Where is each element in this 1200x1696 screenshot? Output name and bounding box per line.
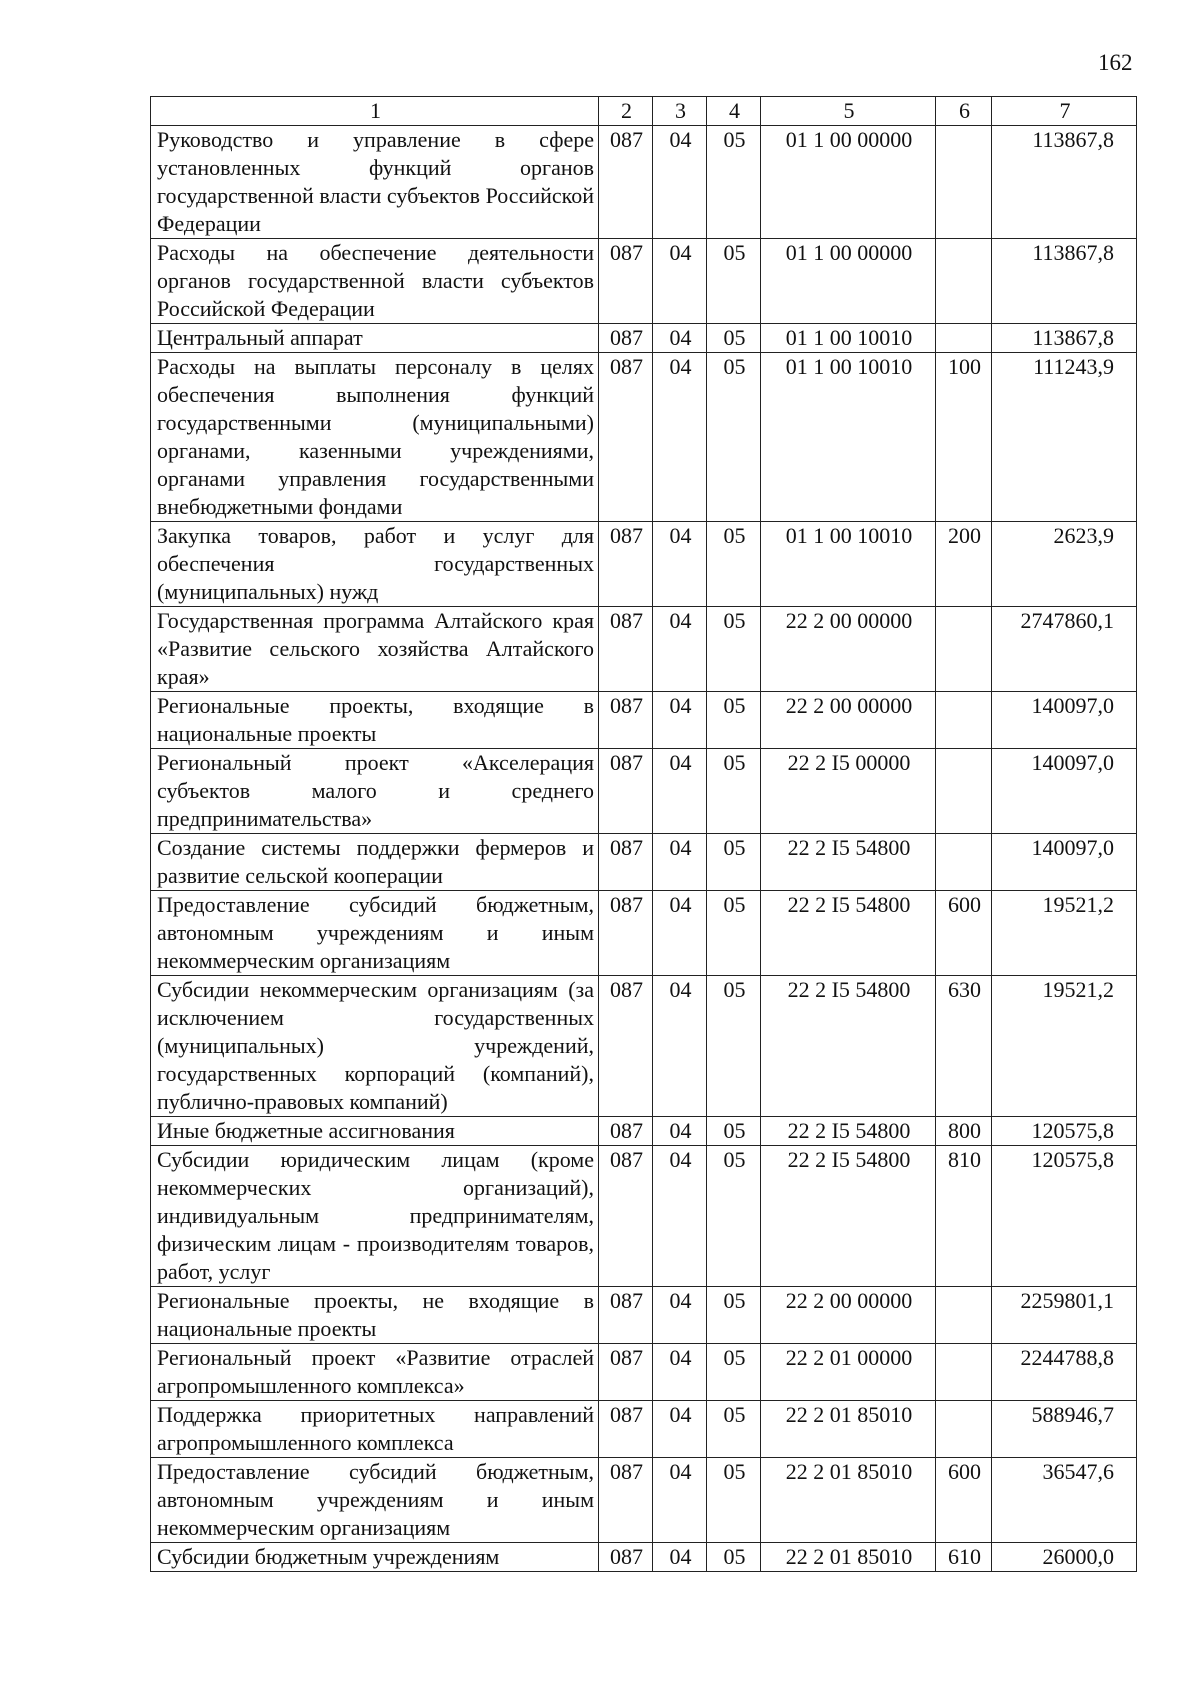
expense-type-code [936, 126, 992, 239]
ved-code: 087 [599, 239, 653, 324]
expense-type-code: 800 [936, 1117, 992, 1146]
table-row [151, 1401, 1137, 1458]
column-header: 1 [151, 97, 599, 126]
expense-type-code [936, 239, 992, 324]
subsection-code: 05 [707, 1146, 761, 1287]
column-header: 4 [707, 97, 761, 126]
amount: 113867,8 [992, 126, 1137, 239]
subsection-code: 05 [707, 353, 761, 522]
amount: 140097,0 [992, 692, 1137, 749]
row-name: Расходы на выплаты персоналу в целях обеспечения выполнения функций государственными (муниципальными) органами, казенными учреждениями, органами управления государственными внебюджетными фондами [151, 353, 599, 522]
section-code: 04 [653, 692, 707, 749]
row-name: Субсидии некоммерческим организациям (за исключением государственных (муниципальных) учреждений, государственных корпораций (компаний), публично-правовых компаний) [151, 976, 599, 1117]
subsection-code: 05 [707, 324, 761, 353]
column-header: 6 [936, 97, 992, 126]
amount: 113867,8 [992, 324, 1137, 353]
table-row [151, 607, 1137, 692]
expense-type-code [936, 1344, 992, 1401]
subsection-code: 05 [707, 1344, 761, 1401]
target-article-code: 22 2 01 85010 [761, 1401, 936, 1458]
expense-type-code: 630 [936, 976, 992, 1117]
expense-type-code: 600 [936, 1458, 992, 1543]
expense-type-code: 610 [936, 1543, 992, 1572]
subsection-code: 05 [707, 522, 761, 607]
expense-type-code [936, 1401, 992, 1458]
row-name: Субсидии юридическим лицам (кроме некоммерческих организаций), индивидуальным предпринимателям, физическим лицам - производителям товаров, работ, услуг [151, 1146, 599, 1287]
table-row [151, 1287, 1137, 1344]
target-article-code: 22 2 I5 54800 [761, 891, 936, 976]
section-code: 04 [653, 1117, 707, 1146]
row-name: Государственная программа Алтайского края «Развитие сельского хозяйства Алтайского края» [151, 607, 599, 692]
column-header: 2 [599, 97, 653, 126]
table-row [151, 692, 1137, 749]
amount: 2244788,8 [992, 1344, 1137, 1401]
row-name: Региональный проект «Развитие отраслей агропромышленного комплекса» [151, 1344, 599, 1401]
row-name: Предоставление субсидий бюджетным, автономным учреждениям и иным некоммерческим организациям [151, 1458, 599, 1543]
target-article-code: 22 2 00 00000 [761, 1287, 936, 1344]
amount: 140097,0 [992, 834, 1137, 891]
ved-code: 087 [599, 607, 653, 692]
target-article-code: 22 2 00 00000 [761, 607, 936, 692]
ved-code: 087 [599, 353, 653, 522]
ved-code: 087 [599, 692, 653, 749]
target-article-code: 01 1 00 10010 [761, 324, 936, 353]
target-article-code: 22 2 00 00000 [761, 692, 936, 749]
row-name: Создание системы поддержки фермеров и развитие сельской кооперации [151, 834, 599, 891]
row-name: Поддержка приоритетных направлений агропромышленного комплекса [151, 1401, 599, 1458]
table-row [151, 1344, 1137, 1401]
table-row [151, 353, 1137, 522]
ved-code: 087 [599, 1287, 653, 1344]
row-name: Иные бюджетные ассигнования [151, 1117, 599, 1146]
ved-code: 087 [599, 749, 653, 834]
target-article-code: 22 2 I5 54800 [761, 834, 936, 891]
expense-type-code: 100 [936, 353, 992, 522]
column-header: 7 [992, 97, 1137, 126]
amount: 120575,8 [992, 1146, 1137, 1287]
target-article-code: 01 1 00 00000 [761, 126, 936, 239]
ved-code: 087 [599, 976, 653, 1117]
section-code: 04 [653, 1146, 707, 1287]
row-name: Расходы на обеспечение деятельности органов государственной власти субъектов Российской Федерации [151, 239, 599, 324]
ved-code: 087 [599, 834, 653, 891]
subsection-code: 05 [707, 1117, 761, 1146]
ved-code: 087 [599, 324, 653, 353]
ved-code: 087 [599, 1543, 653, 1572]
section-code: 04 [653, 324, 707, 353]
table-row [151, 239, 1137, 324]
table-row [151, 834, 1137, 891]
section-code: 04 [653, 522, 707, 607]
ved-code: 087 [599, 1401, 653, 1458]
subsection-code: 05 [707, 749, 761, 834]
section-code: 04 [653, 126, 707, 239]
header-row [151, 97, 1137, 126]
table-row [151, 749, 1137, 834]
table-row [151, 1458, 1137, 1543]
row-name: Закупка товаров, работ и услуг для обеспечения государственных (муниципальных) нужд [151, 522, 599, 607]
target-article-code: 22 2 I5 54800 [761, 1146, 936, 1287]
target-article-code: 01 1 00 10010 [761, 353, 936, 522]
table-row [151, 1543, 1137, 1572]
section-code: 04 [653, 239, 707, 324]
row-name: Региональные проекты, входящие в национальные проекты [151, 692, 599, 749]
subsection-code: 05 [707, 834, 761, 891]
section-code: 04 [653, 891, 707, 976]
section-code: 04 [653, 1401, 707, 1458]
section-code: 04 [653, 353, 707, 522]
expense-type-code: 600 [936, 891, 992, 976]
subsection-code: 05 [707, 692, 761, 749]
page-number: 162 [1098, 50, 1133, 75]
row-name: Региональные проекты, не входящие в национальные проекты [151, 1287, 599, 1344]
expense-type-code [936, 834, 992, 891]
subsection-code: 05 [707, 1543, 761, 1572]
amount: 19521,2 [992, 976, 1137, 1117]
amount: 111243,9 [992, 353, 1137, 522]
subsection-code: 05 [707, 1458, 761, 1543]
table-row [151, 1117, 1137, 1146]
row-name: Центральный аппарат [151, 324, 599, 353]
expense-type-code: 200 [936, 522, 992, 607]
section-code: 04 [653, 976, 707, 1117]
ved-code: 087 [599, 1146, 653, 1287]
expense-type-code: 810 [936, 1146, 992, 1287]
table-row [151, 891, 1137, 976]
amount: 120575,8 [992, 1117, 1137, 1146]
ved-code: 087 [599, 126, 653, 239]
amount: 2623,9 [992, 522, 1137, 607]
target-article-code: 22 2 I5 54800 [761, 1117, 936, 1146]
subsection-code: 05 [707, 1287, 761, 1344]
amount: 113867,8 [992, 239, 1137, 324]
row-name: Региональный проект «Акселерация субъектов малого и среднего предпринимательства» [151, 749, 599, 834]
amount: 26000,0 [992, 1543, 1137, 1572]
section-code: 04 [653, 1287, 707, 1344]
amount: 588946,7 [992, 1401, 1137, 1458]
subsection-code: 05 [707, 239, 761, 324]
target-article-code: 22 2 01 85010 [761, 1458, 936, 1543]
target-article-code: 22 2 01 00000 [761, 1344, 936, 1401]
section-code: 04 [653, 1344, 707, 1401]
subsection-code: 05 [707, 126, 761, 239]
ved-code: 087 [599, 522, 653, 607]
section-code: 04 [653, 607, 707, 692]
ved-code: 087 [599, 1344, 653, 1401]
ved-code: 087 [599, 891, 653, 976]
amount: 2747860,1 [992, 607, 1137, 692]
expense-type-code [936, 607, 992, 692]
subsection-code: 05 [707, 891, 761, 976]
table-body [151, 126, 1137, 1572]
amount: 36547,6 [992, 1458, 1137, 1543]
column-header: 3 [653, 97, 707, 126]
table-row [151, 522, 1137, 607]
amount: 19521,2 [992, 891, 1137, 976]
expense-type-code [936, 692, 992, 749]
ved-code: 087 [599, 1117, 653, 1146]
amount: 2259801,1 [992, 1287, 1137, 1344]
ved-code: 087 [599, 1458, 653, 1543]
table-row [151, 126, 1137, 239]
target-article-code: 22 2 I5 54800 [761, 976, 936, 1117]
row-name: Субсидии бюджетным учреждениям [151, 1543, 599, 1572]
section-code: 04 [653, 1543, 707, 1572]
target-article-code: 22 2 01 85010 [761, 1543, 936, 1572]
target-article-code: 01 1 00 00000 [761, 239, 936, 324]
amount: 140097,0 [992, 749, 1137, 834]
row-name: Предоставление субсидий бюджетным, автономным учреждениям и иным некоммерческим организациям [151, 891, 599, 976]
expense-type-code [936, 1287, 992, 1344]
expense-type-code [936, 324, 992, 353]
table-row [151, 324, 1137, 353]
subsection-code: 05 [707, 976, 761, 1117]
subsection-code: 05 [707, 1401, 761, 1458]
row-name: Руководство и управление в сфере установленных функций органов государственной власти субъектов Российской Федерации [151, 126, 599, 239]
section-code: 04 [653, 834, 707, 891]
target-article-code: 22 2 I5 00000 [761, 749, 936, 834]
subsection-code: 05 [707, 607, 761, 692]
section-code: 04 [653, 1458, 707, 1543]
table-row [151, 1146, 1137, 1287]
target-article-code: 01 1 00 10010 [761, 522, 936, 607]
expense-type-code [936, 749, 992, 834]
section-code: 04 [653, 749, 707, 834]
budget-table [150, 96, 1137, 1572]
table-row [151, 976, 1137, 1117]
column-header: 5 [761, 97, 936, 126]
